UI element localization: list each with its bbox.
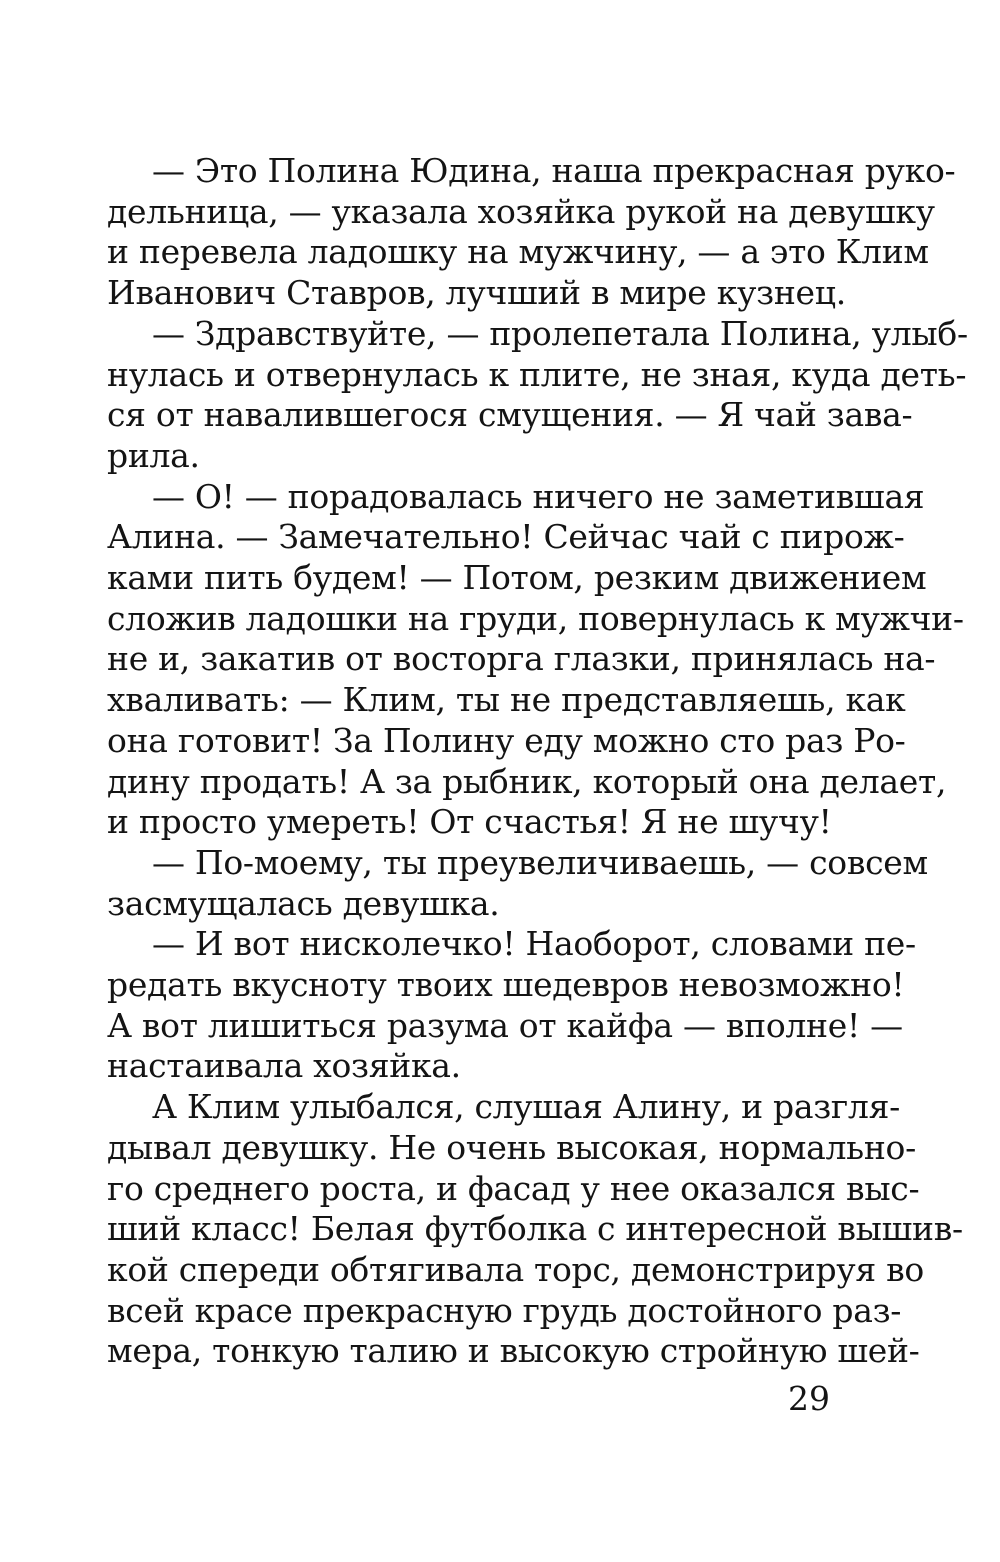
text-line: ками пить будем! — Потом, резким движением xyxy=(107,558,927,597)
text-line: дину продать! А за рыбник, который она делает, xyxy=(107,761,947,801)
text-line: — Здравствуйте, — пролепетала Полина, улыб- xyxy=(152,313,968,353)
text-line: — Это Полина Юдина, наша прекрасная руко- xyxy=(152,151,956,190)
text-line: дельница, — указала хозяйка рукой на девушку xyxy=(107,191,935,231)
text-line: она готовит! За Полину еду можно сто раз Ро- xyxy=(107,720,906,760)
text-line: засмущалась девушка. xyxy=(107,883,500,923)
text-line: кой спереди обтягивала торс, демонстрируя во xyxy=(107,1249,924,1289)
text-line: — О! — порадовалась ничего не заметившая xyxy=(152,476,925,516)
text-line: А вот лишиться разума от кайфа — вполне! — xyxy=(107,1005,903,1045)
text-line: настаивала хозяйка. xyxy=(107,1046,461,1086)
text-line: А Клим улыбался, слушая Алину, и разгля- xyxy=(152,1087,900,1127)
text-line: го среднего роста, и фасад у нее оказался выс- xyxy=(107,1168,920,1208)
page-number: 29 xyxy=(788,1379,830,1418)
text-line: хваливать: — Клим, ты не представляешь, как xyxy=(107,680,906,720)
text-line: Иванович Ставров, лучший в мире кузнец. xyxy=(107,273,846,313)
text-line: ся от навалившегося смущения. — Я чай зава- xyxy=(107,395,913,435)
text-line: всей красе прекрасную грудь достойного раз- xyxy=(107,1290,902,1330)
text-line: и просто умереть! От счастья! Я не шучу! xyxy=(107,802,832,842)
text-line: мера, тонкую талию и высокую стройную шей- xyxy=(107,1331,920,1371)
text-line: нулась и отвернулась к плите, не зная, куда деть- xyxy=(107,354,967,394)
text-line: — По-моему, ты преувеличиваешь, — совсем xyxy=(152,842,928,882)
body-text xyxy=(107,0,968,1562)
text-line: дывал девушку. Не очень высокая, нормально- xyxy=(107,1127,916,1167)
text-line: — И вот нисколечко! Наоборот, словами пе- xyxy=(152,924,916,964)
text-line: Алина. — Замечательно! Сейчас чай с пирож- xyxy=(107,517,905,557)
text-line: не и, закатив от восторга глазки, принялась на- xyxy=(107,639,936,679)
text-line: сложив ладошки на груди, повернулась к мужчи- xyxy=(107,598,964,638)
text-line: ший класс! Белая футболка с интересной вышив- xyxy=(107,1209,963,1249)
text-line: редать вкусноту твоих шедевров невозможно! xyxy=(107,965,905,1004)
text-line: рила. xyxy=(107,435,200,475)
text-line: и перевела ладошку на мужчину, — а это Клим xyxy=(107,232,929,272)
